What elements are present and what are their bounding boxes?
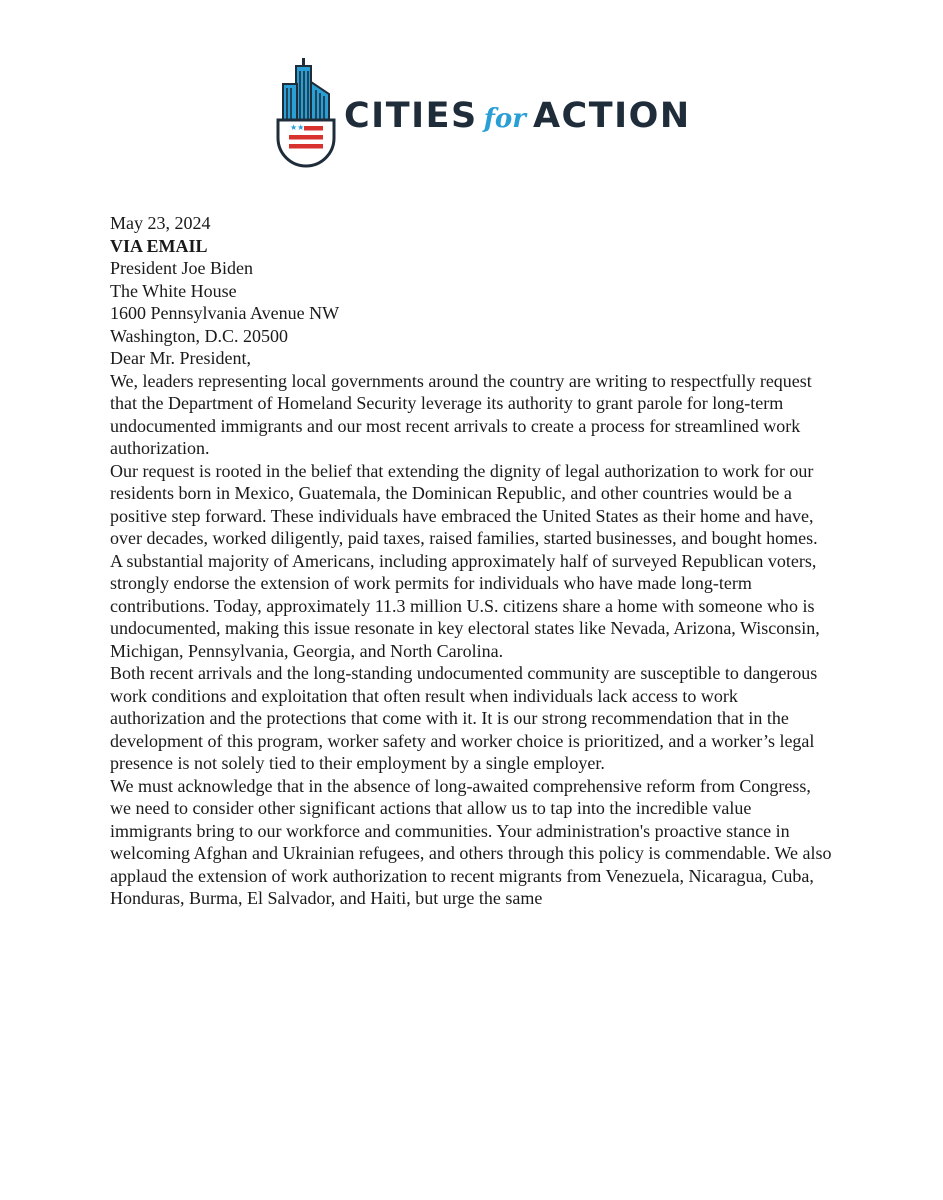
brand-word-action: ACTION (532, 96, 691, 136)
recipient-name: President Joe Biden (110, 258, 253, 278)
letterhead (276, 56, 691, 168)
paragraph-5: We must acknowledge that in the absence of long-awaited comprehensive reform from Congress, we need to consider other significant actions that allow us to tap into the incredible value immigrants bring to our workforce and communities. Your administration's proactive stance in welcoming Afghan and Ukrainian refugees, and others through this policy is commendable. We also applaud the extension of work authorization to recent migrants from Venezuela, Nicaragua, Cuba, Honduras, Burma, El Salvador, and Haiti, but urge the same (110, 775, 832, 908)
brand-word-for: for (483, 104, 526, 134)
delivery-method: VIA EMAIL (110, 235, 208, 256)
brand-word-cities: CITIES (344, 96, 478, 136)
paragraph-3: A substantial majority of Americans, including approximately half of surveyed Republican voters, strongly endorse the extension of work permits for individuals who have made long-term contributions. Today, approximately 11.3 million U.S. citizens share a home with someone who is undocumented, making this issue resonate in key electoral states like Nevada, Arizona, Wisconsin, Michigan, Pennsylvania, Georgia, and North Carolina. (110, 550, 820, 661)
recipient-line-2: 1600 Pennsylvania Avenue NW (110, 303, 340, 323)
paragraph-2: Our request is rooted in the belief that extending the dignity of legal authorization to work for our residents born in Mexico, Guatemala, the Dominican Republic, and other countries would be a positive step forward. These individuals have embraced the United States as their home and have, over decades, worked diligently, paid taxes, raised families, started businesses, and bought homes. (110, 460, 818, 548)
letter-body (110, 212, 832, 910)
paragraph-1: We, leaders representing local governments around the country are writing to respectfully request that the Department of Homeland Security leverage its authority to grant parole for long-term undocumented immigrants and our most recent arrivals to create a process for streamlined work authorization. (110, 370, 812, 458)
paragraph-4: Both recent arrivals and the long-standing undocumented community are susceptible to dangerous work conditions and exploitation that often result when individuals lack access to work authorization and the protections that come with it. It is our strong recommendation that in the development of this program, worker safety and worker choice is prioritized, and a worker’s legal presence is not solely tied to their employment by a single employer. (110, 663, 818, 773)
brand-wordmark (344, 96, 691, 136)
city-skyline-flag-logo-icon (276, 56, 336, 168)
recipient-line-1: The White House (110, 280, 237, 301)
salutation: Dear Mr. President, (110, 348, 251, 368)
svg-text:★★: ★★ (290, 123, 305, 132)
recipient-line-3: Washington, D.C. 20500 (110, 325, 289, 346)
recipient-address (110, 257, 832, 347)
letter-date: May 23, 2024 (110, 213, 211, 233)
